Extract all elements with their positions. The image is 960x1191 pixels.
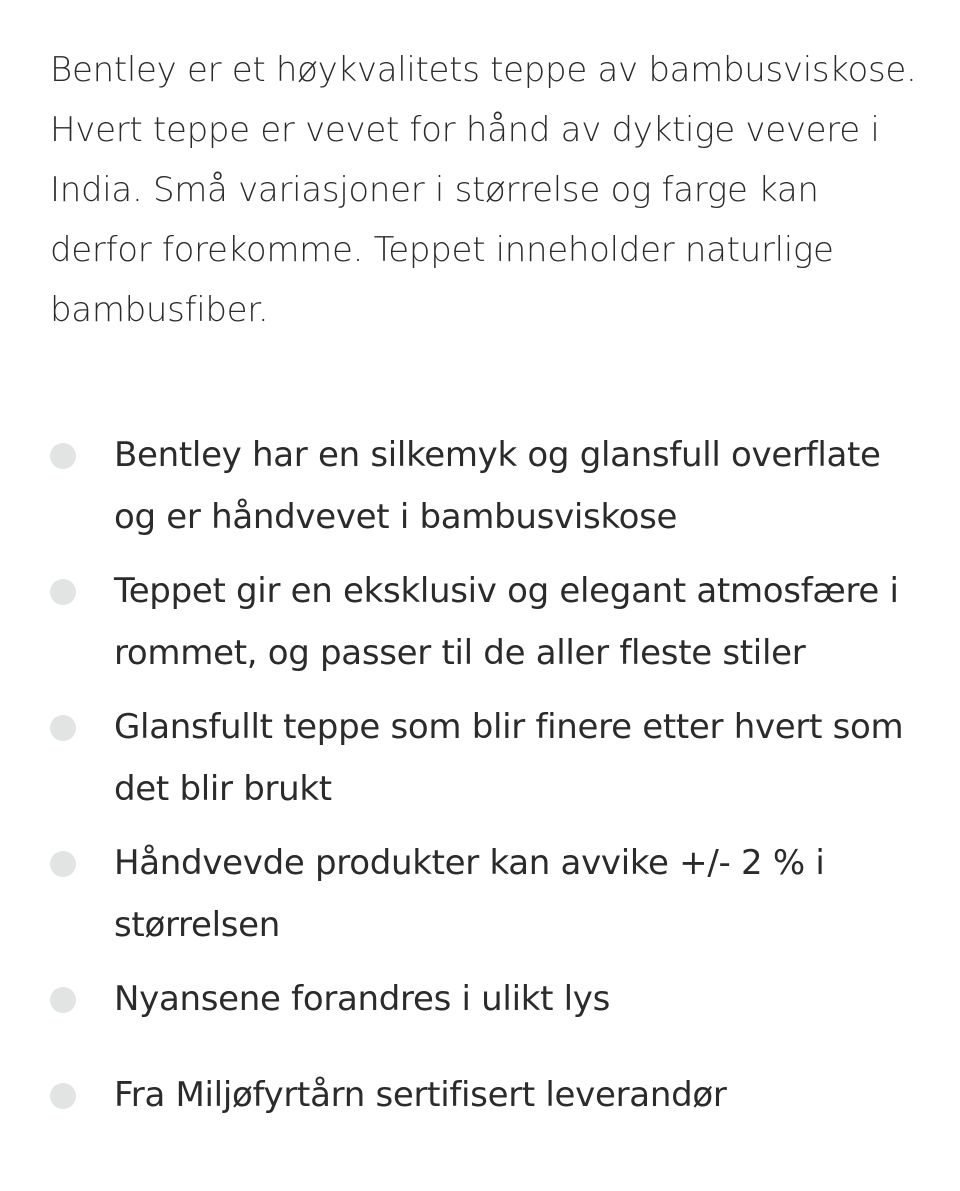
list-item: [50, 968, 930, 1030]
feature-text: Håndvevde produkter kan avvike +/- 2 % i størrelsen: [114, 843, 825, 945]
bullet-icon: [50, 579, 76, 605]
bullet-icon: [50, 1083, 76, 1109]
bullet-icon: [50, 715, 76, 741]
feature-text: Bentley har en silkemyk og glansfull overflate og er håndvevet i bambusviskose: [114, 435, 881, 537]
product-description: Bentley er et høykvalitets teppe av bambusviskose. Hvert teppe er vevet for hånd av dyktige vevere i India. Små variasjoner i størrelse og farge kan derfor forekomme. Teppet inneholder naturlige bambusfiber.: [50, 50, 917, 330]
bullet-icon: [50, 987, 76, 1013]
feature-list: [50, 424, 930, 1138]
list-item: [50, 560, 930, 684]
bullet-icon: [50, 443, 76, 469]
bullet-icon: [50, 851, 76, 877]
list-item: [50, 424, 930, 548]
list-item: [50, 696, 930, 820]
feature-text: Nyansene forandres i ulikt lys: [114, 979, 611, 1019]
feature-text: Glansfullt teppe som blir finere etter hvert som det blir brukt: [114, 707, 904, 809]
feature-text: Fra Miljøfyrtårn sertifisert leverandør: [114, 1075, 727, 1115]
list-item: [50, 832, 930, 956]
list-item: [50, 1064, 930, 1126]
feature-text: Teppet gir en eksklusiv og elegant atmosfære i rommet, og passer til de aller fleste stiler: [114, 571, 899, 673]
